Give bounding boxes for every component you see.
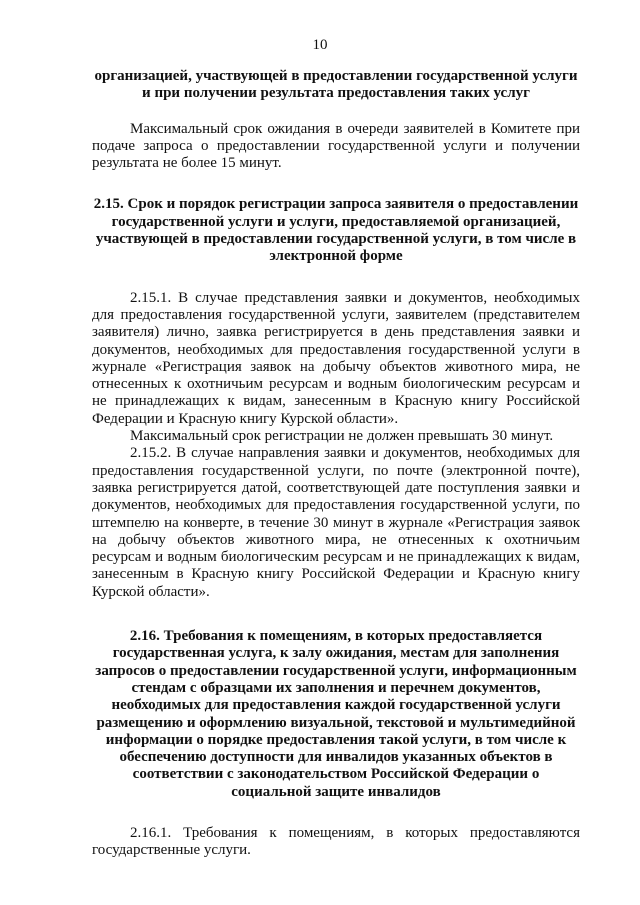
page-number: 10 [312, 37, 328, 53]
section-2-15-paragraph-2: Максимальный срок регистрации не должен превышать 30 минут. [130, 428, 554, 445]
section-2-16-heading: 2.16. Требования к помещениям, в которых предоставляется государственная услуга, к залу ожидания, местам для заполнения запросов о предоставлении государственной услуги, информационным стендам с образцами их заполнения и перечнем документов, необходимых для предоставления каждой государственной услуги размещению и оформлению визуальной, текстовой и мультимедийной информации о порядке предоставления такой услуги, в том числе к обеспечению доступности для инвалидов указанных объектов в соответствии с законодательством Российской Федерации о социальной защите инвалидов [95, 628, 577, 800]
intro-paragraph: Максимальный срок ожидания в очереди заявителей в Комитете при подаче запроса о предоставлении государственной услуги и получении результата не более 15 минут. [92, 120, 580, 172]
section-2-15-paragraph-3: 2.15.2. В случае направления заявки и документов, необходимых для предоставления государственной услуги, по почте (электронной почте), заявка регистрируется датой, соответствующей дате поступления заявки и документов, необходимых для предоставления государственной услуги, по штемпелю на конверте, в течение 30 минут в журнале «Регистрация заявок на добычу объектов животного мира, не отнесенных к охотничьим ресурсам и водным биологическим ресурсам и не принадлежащих к видам, занесенным в Красную книгу Российской Федерации и Красную книгу Курской области». [92, 445, 580, 600]
section-2-15-paragraph-1: 2.15.1. В случае представления заявки и документов, необходимых для предоставления государственной услуги, заявителем (представителем заявителя) лично, заявка регистрируется в день представления заявки и документов, необходимых для предоставления государственной услуги в журнале «Регистрация заявок на добычу объектов животного мира, не отнесенных к охотничьим ресурсам и водным биологическим ресурсам и не принадлежащих к видам, занесенным в Красную книгу Российской Федерации и Красную книгу Курской области». [92, 289, 580, 427]
section-2-15-heading: 2.15. Срок и порядок регистрации запроса заявителя о предоставлении государственной услуги и услуги, предоставляемой организацией, участвующей в предоставлении государственной услуги, в том числе в электронной форме [93, 196, 579, 265]
section-2-16-paragraph-1: 2.16.1. Требования к помещениям, в которых предоставляются государственные услуги. [92, 824, 580, 859]
document-body [92, 68, 580, 860]
intro-heading: организацией, участвующей в предоставлении государственной услуги и при получении результата предоставления таких услуг [94, 68, 578, 102]
